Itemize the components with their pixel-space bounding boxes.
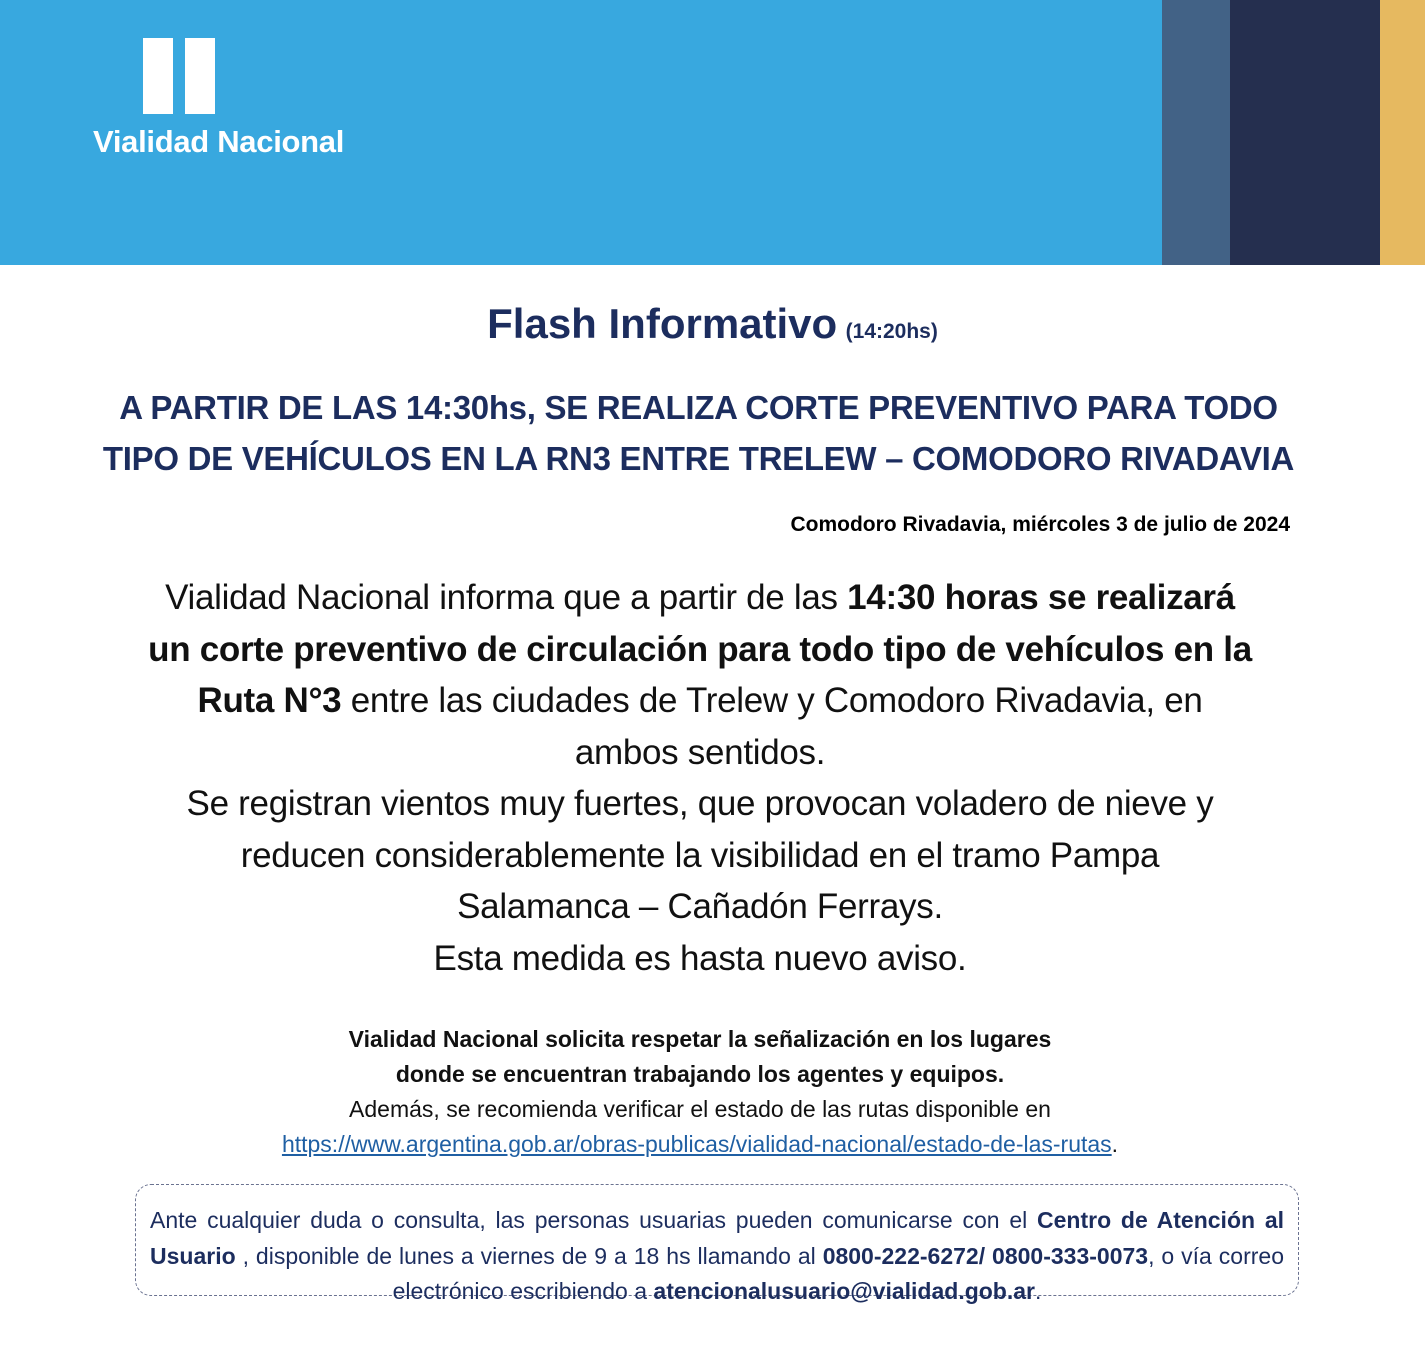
body-line-8: Esta medida es hasta nuevo aviso. (433, 938, 967, 978)
headline-line-1: A PARTIR DE LAS 14:30hs, SE REALIZA CORTE PREVENTIVO PARA TODO (119, 389, 1278, 426)
title-main: Flash Informativo (487, 300, 838, 347)
vialidad-logo-icon (143, 38, 215, 114)
body-text-span: entre las ciudades de Trelew y Comodoro Rivadavia, en (341, 681, 1203, 720)
title-time: (14:20hs) (845, 320, 938, 343)
notice-link-line (100, 1127, 1300, 1162)
logo-text: Vialidad Nacional (93, 124, 345, 159)
notice (100, 1022, 1300, 1162)
contact-email[interactable]: atencionalusuario@vialidad.gob.ar (653, 1278, 1035, 1304)
contact-center-name: Centro de Atención al Usuario (150, 1207, 1285, 1269)
body-line-7: Salamanca – Cañadón Ferrays. (457, 887, 943, 926)
body-line-3 (100, 675, 1300, 727)
contact-text-span: , o vía correo electrónico escribiendo a (392, 1242, 1284, 1304)
body-line-4: ambos sentidos. (574, 732, 826, 772)
contact-text-span: Ante cualquier duda o consulta, las personas usuarias pueden comunicarse con el (150, 1207, 1038, 1233)
dateline: Comodoro Rivadavia, miércoles 3 de julio de 2024 (790, 513, 1290, 536)
body-line-1 (100, 572, 1300, 624)
body-line-5: Se registran vientos muy fuertes, que provocan voladero de nieve y (186, 784, 1214, 823)
logo-bar-left (143, 38, 173, 114)
stripe-slate (1162, 0, 1230, 265)
body-bold-span: 14:30 horas se realizará (847, 578, 1235, 617)
body-line-6: reducen considerablemente la visibilidad en el tramo Pampa (240, 835, 1160, 875)
logo-bar-right (185, 38, 215, 114)
notice-line-2: donde se encuentran trabajando los agentes y equipos. (395, 1061, 1005, 1087)
header-banner (0, 0, 1425, 265)
route-status-link[interactable]: https://www.argentina.gob.ar/obras-publicas/vialidad-nacional/estado-de-las-rutas (281, 1131, 1112, 1157)
contact-text-span: . (1035, 1278, 1042, 1304)
notice-line-1: Vialidad Nacional solicita respetar la señalización en los lugares (348, 1026, 1052, 1052)
contact-text-span: , disponible de lunes a viernes de 9 a 18 hs llamando al (235, 1242, 823, 1269)
notice-line-3: Además, se recomienda verificar el estado de las rutas disponible en (349, 1096, 1051, 1122)
stripe-gold (1380, 0, 1425, 265)
contact-phones: 0800-222-6272/ 0800-333-0073 (822, 1242, 1149, 1269)
body-line-2 (100, 624, 1300, 676)
contact-text (150, 1203, 1284, 1310)
headline (0, 382, 1397, 484)
headline-line-2: TIPO DE VEHÍCULOS EN LA RN3 ENTRE TRELEW – COMODORO RIVADAVIA (102, 440, 1295, 477)
page-title (0, 300, 1425, 348)
body-text (100, 572, 1300, 984)
body-text-span: Vialidad Nacional informa que a partir de las (165, 578, 848, 617)
stripe-navy (1230, 0, 1380, 265)
body-bold-span: Ruta N°3 (197, 681, 342, 720)
body-bold-span: un corte preventivo de circulación para todo tipo de vehículos en la (148, 629, 1252, 669)
link-suffix: . (1111, 1131, 1119, 1157)
